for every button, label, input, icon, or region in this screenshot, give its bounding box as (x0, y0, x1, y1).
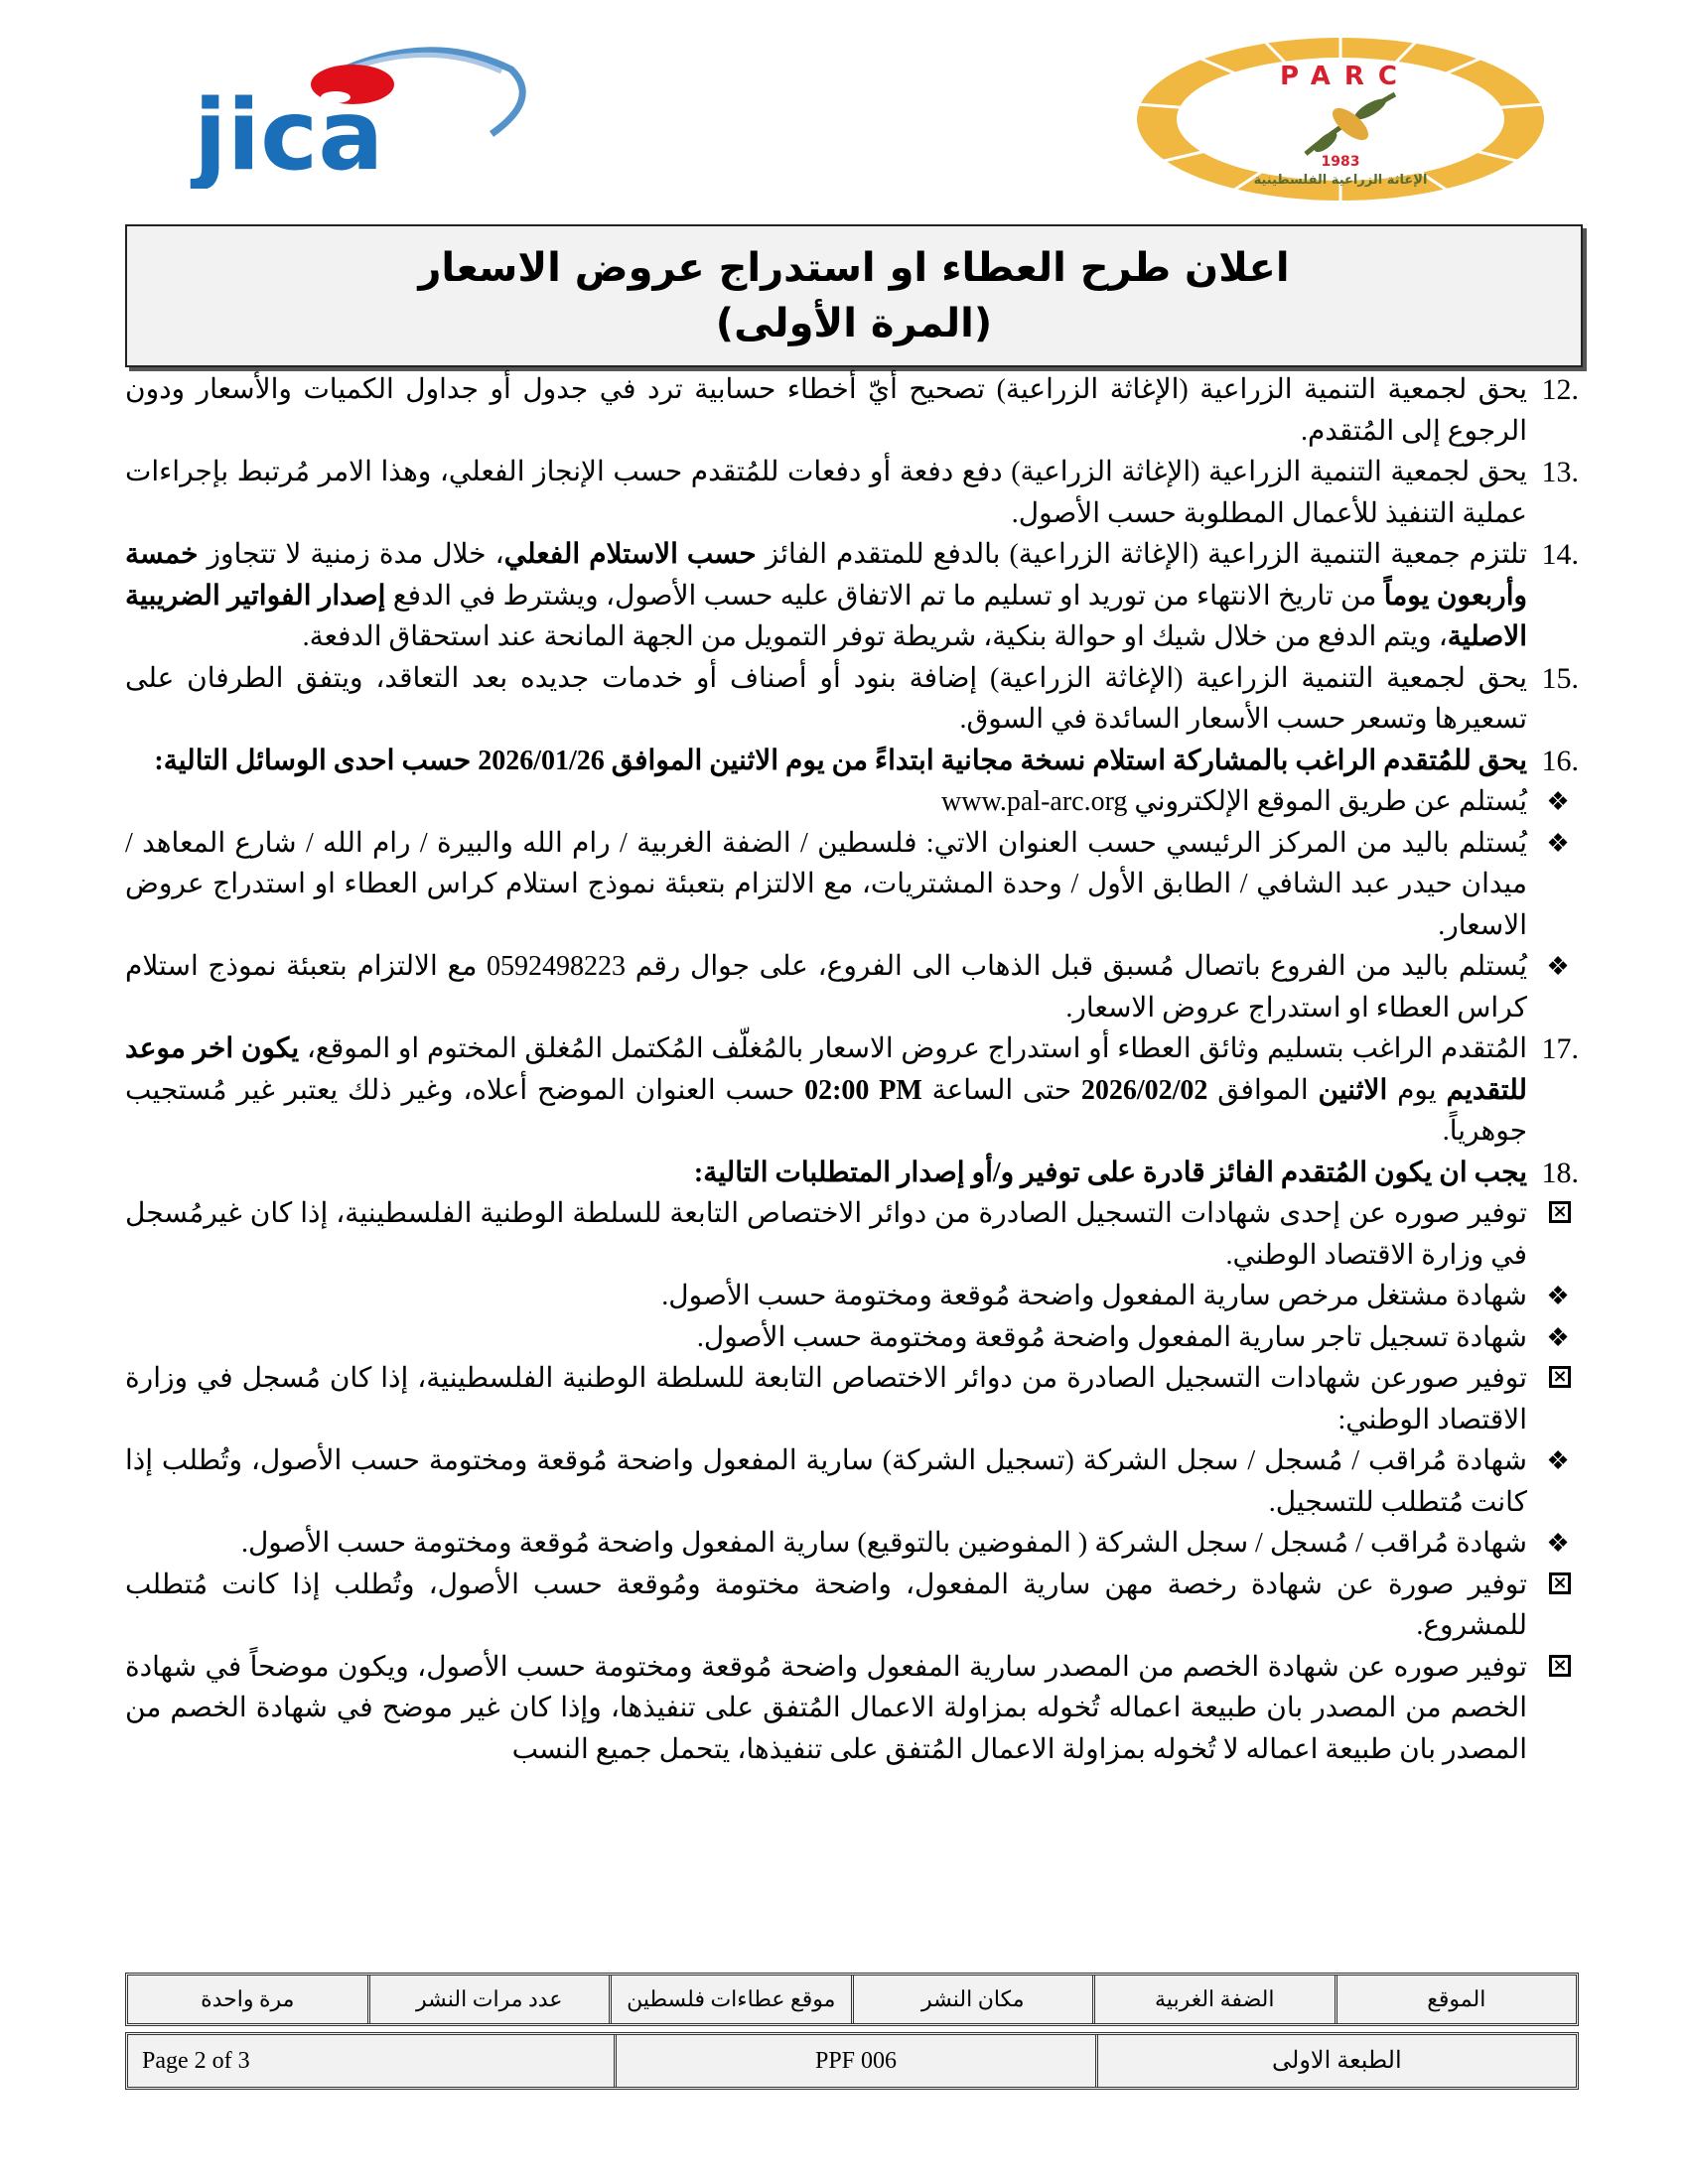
parc-logo (1132, 35, 1549, 204)
checkbox-x-icon: × (1549, 1572, 1571, 1594)
footer-cell-location-label: الموقع (1335, 1976, 1577, 2023)
diamond-bullet-icon: ❖ (1546, 787, 1570, 816)
clause-text: ، خلال مدة زمنية لا تتجاوز (198, 539, 504, 570)
checkbox-x-icon: × (1549, 1366, 1571, 1388)
clause-15 (125, 658, 1579, 741)
checkbox-x-icon: × (1549, 1201, 1571, 1223)
requirement-item (125, 1358, 1579, 1440)
clause-12 (125, 369, 1579, 452)
method-text: مع الالتزام بتعبئة نموذج استلام كراس العطاء او استدراج عروض الاسعار. (125, 951, 1527, 1024)
clause-emphasis: خمسة وأربعون يوماً (125, 539, 1527, 612)
phone-number: 0592498223 (487, 951, 627, 982)
requirement-item (125, 1565, 1579, 1647)
requirement-item (125, 1317, 1579, 1359)
method-text: يُستلم باليد من الفروع باتصال مُسبق قبل الذهاب الى الفروع، على جوال رقم (626, 951, 1527, 982)
requirement-text: شهادة مشتغل مرخص سارية المفعول واضحة مُوقعة ومختومة حسب الأصول. (661, 1281, 1527, 1311)
jica-logo-text: jica (194, 79, 384, 189)
deadline-label: يكون اخر موعد للتقديم (125, 1033, 1528, 1106)
footer-cell-place-label: مكان النشر (851, 1976, 1093, 2023)
requirement-text: توفير صورة عن شهادة رخصة مهن سارية المفعول، واضحة مختومة ومُوقعة حسب الأصول، وتُطلب إذا كانت مُتطلب للمشروع. (125, 1569, 1527, 1641)
clause-emphasis: إصدار الفواتير الضريبية الاصلية (125, 580, 1527, 652)
requirement-text: شهادة مُراقب / مُسجل / سجل الشركة (تسجيل الشركة) سارية المفعول واضحة مُوقعة ومختومة حسب الأصول، وتُطلب إذا كانت مُتطلب للتسجيل. (125, 1445, 1527, 1518)
diamond-bullet-icon: ❖ (1546, 1282, 1570, 1310)
deadline-day: الاثنين (1318, 1074, 1388, 1106)
method-main-office (125, 823, 1579, 947)
clause-number: 13. (1541, 456, 1579, 488)
footer-cell-times-value: مرة واحدة (201, 1986, 295, 2011)
jica-logo (164, 30, 551, 189)
clause-text: الموافق (1207, 1074, 1319, 1106)
clause-text: تلتزم جمعية التنمية الزراعية (الإغاثة الزراعية) بالدفع للمتقدم الفائز (756, 539, 1527, 570)
clause-number: 17. (1541, 1032, 1579, 1065)
parc-logo-text: PARC (1280, 62, 1411, 91)
requirement-item (125, 1276, 1579, 1317)
page-subtitle: (المرة الأولى) (715, 301, 993, 346)
clause-number: 18. (1541, 1156, 1579, 1189)
clause-emphasis: حسب الاستلام الفعلي (503, 539, 757, 570)
parc-logo-year: 1983 (1321, 154, 1360, 170)
diamond-bullet-icon: ❖ (1546, 1322, 1570, 1352)
clause-text: حتى الساعة (921, 1074, 1081, 1106)
clause-text: المُتقدم الراغب بتسليم وثائق العطاء أو استدراج عروض الاسعار بالمُغلّف المُكتمل المُغلق المختوم او الموقع، (299, 1033, 1528, 1064)
footer-row-publication (125, 1973, 1579, 2026)
requirement-text: شهادة تسجيل تاجر سارية المفعول واضحة مُوقعة ومختومة حسب الأصول. (696, 1321, 1527, 1353)
clause-text: يوم (1387, 1074, 1447, 1106)
clause-text: يحق لجمعية التنمية الزراعية (الإغاثة الزراعية) تصحيح أيّ أخطاء حسابية ترد في جدول أو جداول الكميات والأسعار ودون الرجوع إلى المُتقدم. (125, 374, 1527, 447)
clause-text: يحق لجمعية التنمية الزراعية (الإغاثة الزراعية) دفع دفعة أو دفعات للمُتقدم حسب الإنجاز الفعلي، وهذا الامر مُرتبط بإجراءات عملية التنفيذ للأعمال المطلوبة حسب الأصول. (125, 457, 1527, 529)
requirement-text: شهادة مُراقب / مُسجل / سجل الشركة ( المفوضين بالتوقيع) سارية المفعول واضحة مُوقعة ومختومة حسب الأصول. (240, 1528, 1527, 1559)
method-website (125, 781, 1579, 823)
requirement-text: توفير صوره عن إحدى شهادات التسجيل الصادرة من دوائر الاختصاص التابعة للسلطة الوطنية الفلسطينية، إذا كان غيرمُسجل في وزارة الاقتصاد الوطني. (125, 1198, 1527, 1271)
diamond-bullet-icon: ❖ (1546, 1529, 1570, 1558)
footer-page-number: Page 2 of 3 (142, 2048, 250, 2074)
clause-14 (125, 534, 1579, 658)
clause-text: يحق لجمعية التنمية الزراعية (الإغاثة الزراعية) إضافة بنود أو أصناف أو خدمات جديده بعد التعاقد، ويتفق الطرفان على تسعيرها وتسعر حسب الأسعار السائدة في السوق. (125, 662, 1527, 735)
requirement-item (125, 1193, 1579, 1276)
clause-16 (125, 741, 1579, 782)
diamond-bullet-icon: ❖ (1546, 828, 1570, 858)
footer-form-code: PPF 006 (614, 2035, 1094, 2087)
footer-row-meta (125, 2032, 1579, 2090)
diamond-bullet-icon: ❖ (1546, 952, 1570, 981)
footer-cell-place-value: موقع عطاءات فلسطين (609, 1976, 851, 2023)
footer-table (125, 1973, 1579, 2090)
requirement-text: توفير صورعن شهادات التسجيل الصادرة من دوائر الاختصاص التابعة للسلطة الوطنية الفلسطينية، إذا كان مُسجل في وزارة الاقتصاد الوطني: (125, 1363, 1527, 1435)
requirement-item (125, 1523, 1579, 1565)
method-text: يُستلم باليد من المركز الرئيسي حسب العنوان الاتي: فلسطين / الضفة الغربية / رام الله والبيرة / رام الله / شارع المعاهد / ميدان حيدر عبد الشافي / الطابق الأول / وحدة المشتريات، مع الالتزام بتعبئة نموذج استلام كراس العطاء او استدراج عروض الاسعار. (125, 827, 1527, 941)
website-link[interactable]: www.pal-arc.org (941, 786, 1128, 817)
clause-17 (125, 1028, 1579, 1153)
page-title: اعلان طرح العطاء او استدراج عروض الاسعار (418, 245, 1290, 291)
clause-number: 14. (1541, 538, 1579, 571)
clause-text: يحق للمُتقدم الراغب بالمشاركة استلام نسخة مجانية ابتداءً من يوم الاثنين الموافق 2026/01/26 حسب احدى الوسائل التالية: (154, 745, 1527, 776)
deadline-date: 2026/02/02 (1080, 1074, 1208, 1106)
checkbox-x-icon: × (1549, 1655, 1571, 1677)
parc-logo-arabic: الإغاثة الزراعية الفلسطينية (1253, 173, 1428, 188)
clause-text: حسب العنوان الموضح أعلاه، وغير ذلك يعتبر غير مُستجيب جوهرياً. (125, 1074, 1527, 1147)
clause-number: 15. (1541, 661, 1579, 695)
clause-number: 16. (1541, 744, 1579, 777)
clause-number: 12. (1541, 373, 1579, 406)
requirement-item (125, 1647, 1579, 1771)
title-box (125, 224, 1583, 367)
document-body (125, 369, 1579, 1770)
clause-13 (125, 452, 1579, 534)
requirement-text: توفير صوره عن شهادة الخصم من المصدر سارية المفعول واضحة مُوقعة ومختومة حسب الأصول، ويكون موضحاً في شهادة الخصم من المصدر بان طبيعة اعماله تُخوله بمزاولة الاعمال المُتفق على تنفيذها، وإذا كان غير موضح في شهادة الخصم من المصدر بان طبيعة اعماله لا تُخوله بمزاولة الاعمال المُتفق على تنفيذها، يتحمل جميع النسب (125, 1651, 1527, 1765)
footer-cell-times-label: عدد مرات النشر (367, 1976, 610, 2023)
clause-text: ، ويتم الدفع من خلال شيك او حوالة بنكية، شريطة توفر التمويل من الجهة المانحة عند استحقاق الدفعة. (302, 621, 1448, 652)
requirement-item (125, 1440, 1579, 1523)
clause-text: من تاريخ الانتهاء من توريد او تسليم ما تم الاتفاق عليه حسب الأصول، ويشترط في الدفع (385, 580, 1384, 612)
footer-cell-location-value: الضفة الغربية (1092, 1976, 1335, 2023)
clause-18 (125, 1153, 1579, 1194)
deadline-time: 02:00 PM (804, 1074, 922, 1106)
clause-text: يجب ان يكون المُتقدم الفائز قادرة على توفير و/أو إصدار المتطلبات التالية: (693, 1157, 1527, 1188)
method-branches (125, 946, 1579, 1028)
diamond-bullet-icon: ❖ (1546, 1446, 1570, 1475)
method-text: يُستلم عن طريق الموقع الإلكتروني (1134, 786, 1527, 817)
footer-edition: الطبعة الاولى (1095, 2035, 1576, 2087)
